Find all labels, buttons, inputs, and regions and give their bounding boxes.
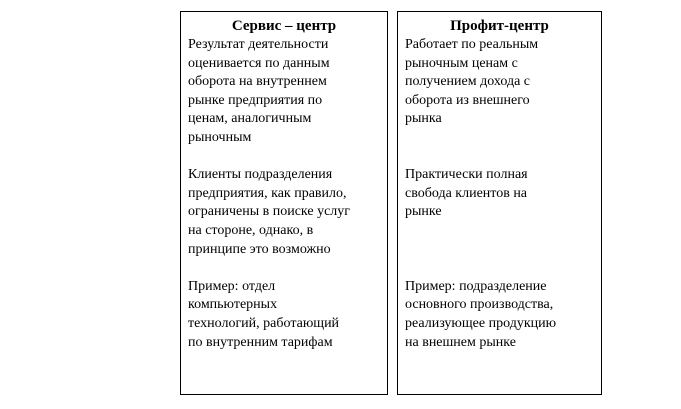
service-center-evaluation-text: Результат деятельности оценивается по данным оборота на внутреннем рынке предприятия по ценам, аналогичным рыночным (188, 37, 330, 145)
profit-center-body (398, 36, 601, 352)
profit-center-title: Профит-центр (450, 18, 549, 34)
profit-center-pricing-text: Работает по реальным рыночным ценам с получением дохода с оборота из внешнего рынка (405, 37, 539, 127)
profit-center-example-text: Пример: подразделение основного производства, реализующее продукцию на внешнем рынке (405, 278, 557, 350)
service-center-body (181, 36, 387, 352)
service-center-column (180, 11, 388, 395)
service-center-title: Сервис – центр (231, 18, 337, 34)
profit-center-column (397, 11, 602, 395)
service-center-clients-text: Клиенты подразделения предприятия, как правило, ограничены в поиске услуг на стороне, однако, в принципе это возможно (188, 167, 351, 257)
profit-center-clients-text: Практически полная свобода клиентов на рынке (405, 167, 528, 220)
service-center-example-text: Пример: отдел компьютерных технологий, работающий по внутренним тарифам (188, 278, 340, 350)
